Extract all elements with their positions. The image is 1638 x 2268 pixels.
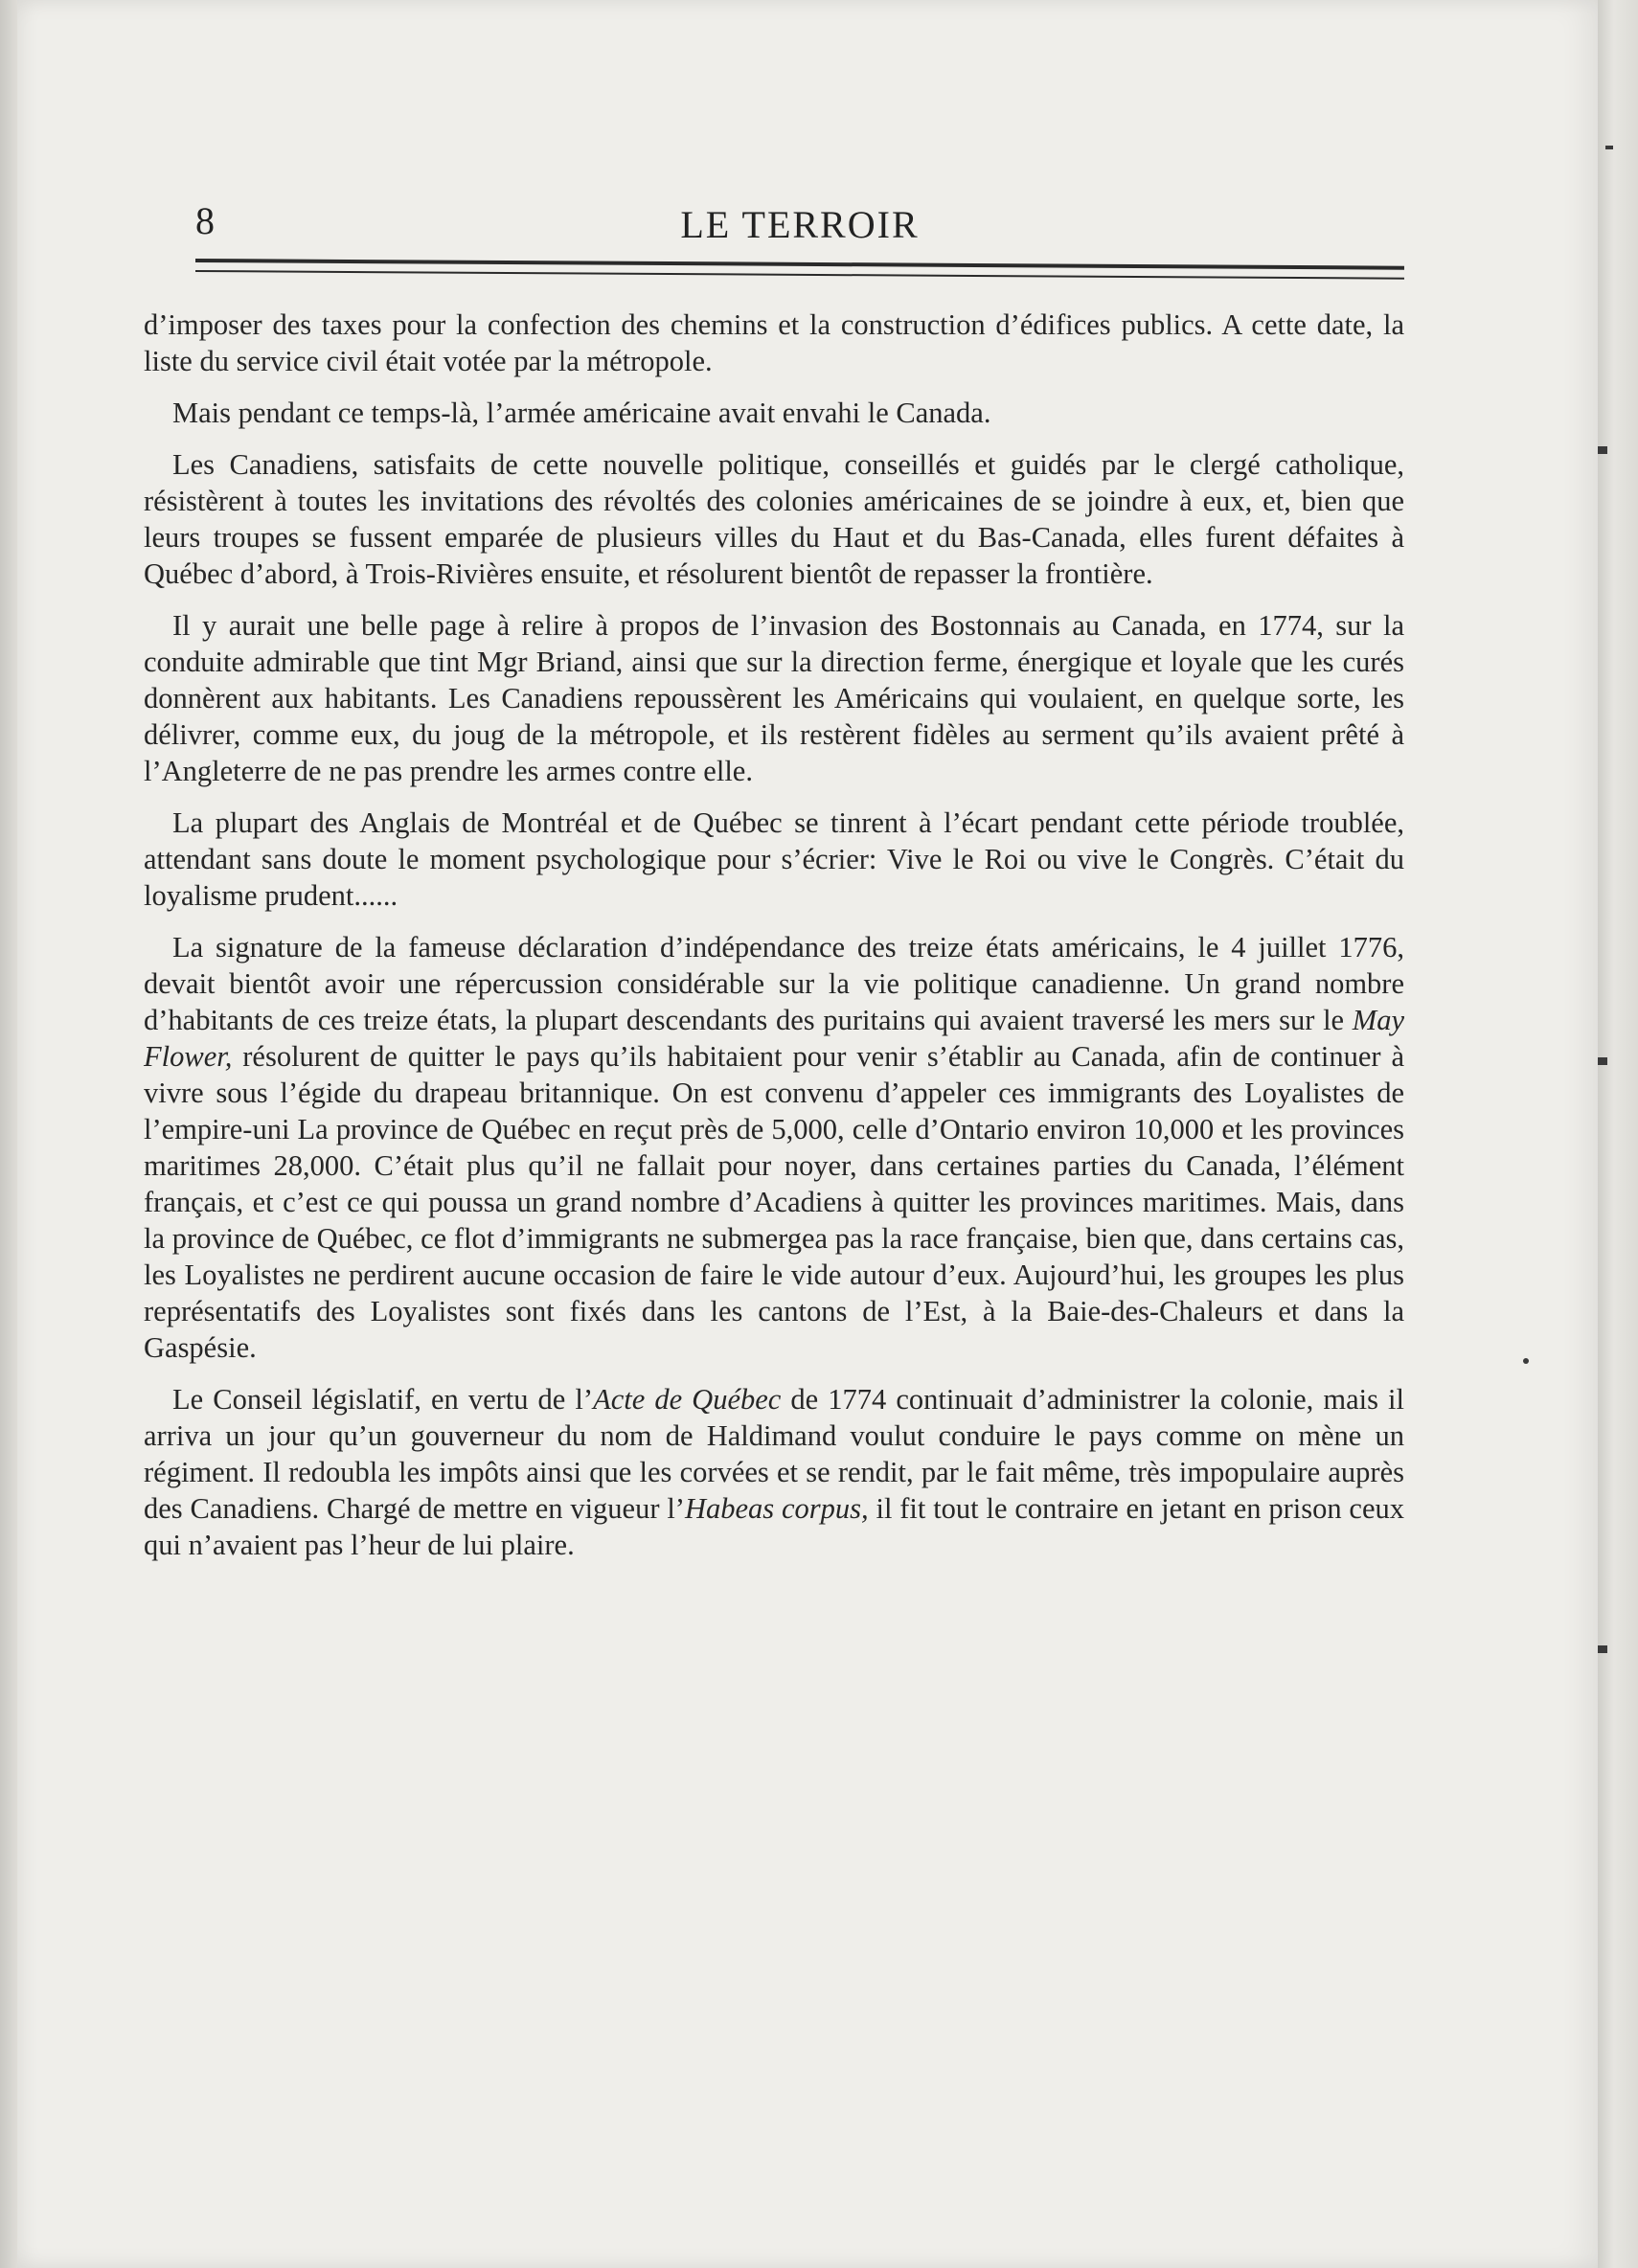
body-text — [144, 306, 1404, 1578]
paragraph-text: Mais pendant ce temps-là, l’armée américaine avait envahi le Canada. — [172, 397, 991, 429]
page-left-edge — [0, 0, 17, 2268]
paragraph — [144, 929, 1404, 1366]
italic-text: May Flower, — [144, 1004, 1404, 1073]
paragraph-text: La signature de la fameuse déclaration d’indépendance des treize états américains, le 4 juillet 1776, devait bientôt avoir une répercussion considérable sur la vie politique canadienne. Un grand nombre d’habitants de ces treize états, la plupart descendants des puritains qui avaient traversé les mers sur le — [144, 931, 1404, 1036]
paragraph — [144, 446, 1404, 592]
binding-mark — [1598, 1645, 1607, 1653]
paragraph-text: résolurent de quitter le pays qu’ils habitaient pour venir s’établir au Canada, afin de continuer à vivre sous l’égide du drapeau britannique. On est convenu d’appeler ces immigrants des Loyalistes de l’empire-uni La province de Québec en reçut près de 5,000, celle d’Ontario environ 10,000 et les provinces maritimes 28,000. C’était plus qu’il ne fallait pour noyer, dans certaines parties du Canada, l’élément français, et c’est ce qui poussa un grand nombre d’Acadiens à quitter les provinces maritimes. Mais, dans la province de Québec, ce flot d’immigrants ne submergea pas la race française, bien que, dans certains cas, les Loyalistes ne perdirent aucune occasion de faire le vide autour d’eux. Aujourd’hui, les groupes les plus représentatifs des Loyalistes sont fixés dans les cantons de l’Est, à la Baie-des-Chaleurs et dans la Gaspésie. — [144, 1040, 1404, 1364]
paragraph-text: Les Canadiens, satisfaits de cette nouvelle politique, conseillés et guidés par le clergé catholique, résistèrent à toutes les invitations des révoltés des colonies américaines de se joindre à eux, et, bien que leurs troupes se fussent emparée de plusieurs villes du Haut et du Bas-Canada, elles furent défaites à Québec d’abord, à Trois-Rivières ensuite, et résolurent bientôt de repasser la frontière. — [144, 448, 1404, 590]
paragraph-text: Il y aurait une belle page à relire à propos de l’invasion des Bostonnais au Canada, en 1774, sur la conduite admirable que tint Mgr Briand, ainsi que sur la direction ferme, énergique et loyale que les curés donnèrent aux habitants. Les Canadiens repoussèrent les Américains qui voulaient, en quelque sorte, les délivrer, comme eux, du joug de la métropole, et ils restèrent fidèles au serment qu’ils avaient prêté à l’Angleterre de ne pas prendre les armes contre elle. — [144, 609, 1404, 787]
binding-mark — [1598, 1057, 1607, 1065]
binding-mark — [1523, 1358, 1529, 1364]
paragraph — [144, 395, 1404, 431]
paragraph — [144, 1381, 1404, 1563]
paragraph — [144, 306, 1404, 379]
binding-mark — [1605, 146, 1613, 149]
binding-mark — [1598, 446, 1607, 454]
paragraph-text: La plupart des Anglais de Montréal et de Québec se tinrent à l’écart pendant cette période troublée, attendant sans doute le moment psychologique pour s’écrier: Vive le Roi ou vive le Congrès. C’était du loyalisme prudent...... — [144, 806, 1404, 912]
page-header — [195, 196, 1404, 254]
italic-text: Acte de Québec — [593, 1383, 782, 1416]
paragraph-text: il fit tout le contraire en jetant en prison ceux qui n’avaient pas l’heur de lui plaire. — [144, 1492, 1404, 1561]
paragraph — [144, 805, 1404, 914]
page-right-edge — [1598, 0, 1638, 2268]
running-title: LE TERROIR — [680, 203, 920, 246]
paragraph-text: de 1774 continuait d’administrer la colonie, mais il arriva un jour qu’un gouverneur du nom de Haldimand voulut conduire le pays comme on mène un régiment. Il redoubla les impôts ainsi que les corvées et se rendit, par le fait même, très impopulaire auprès des Canadiens. Chargé de mettre en vigueur l’ — [144, 1383, 1404, 1525]
paragraph-text: Le Conseil législatif, en vertu de l’ — [172, 1383, 594, 1416]
italic-text: Habeas corpus, — [684, 1492, 869, 1525]
paragraph — [144, 607, 1404, 789]
page-number: 8 — [195, 199, 215, 242]
paragraph-text: d’imposer des taxes pour la confection des chemins et la construction d’édifices publics. A cette date, la liste du service civil était votée par la métropole. — [144, 308, 1404, 377]
